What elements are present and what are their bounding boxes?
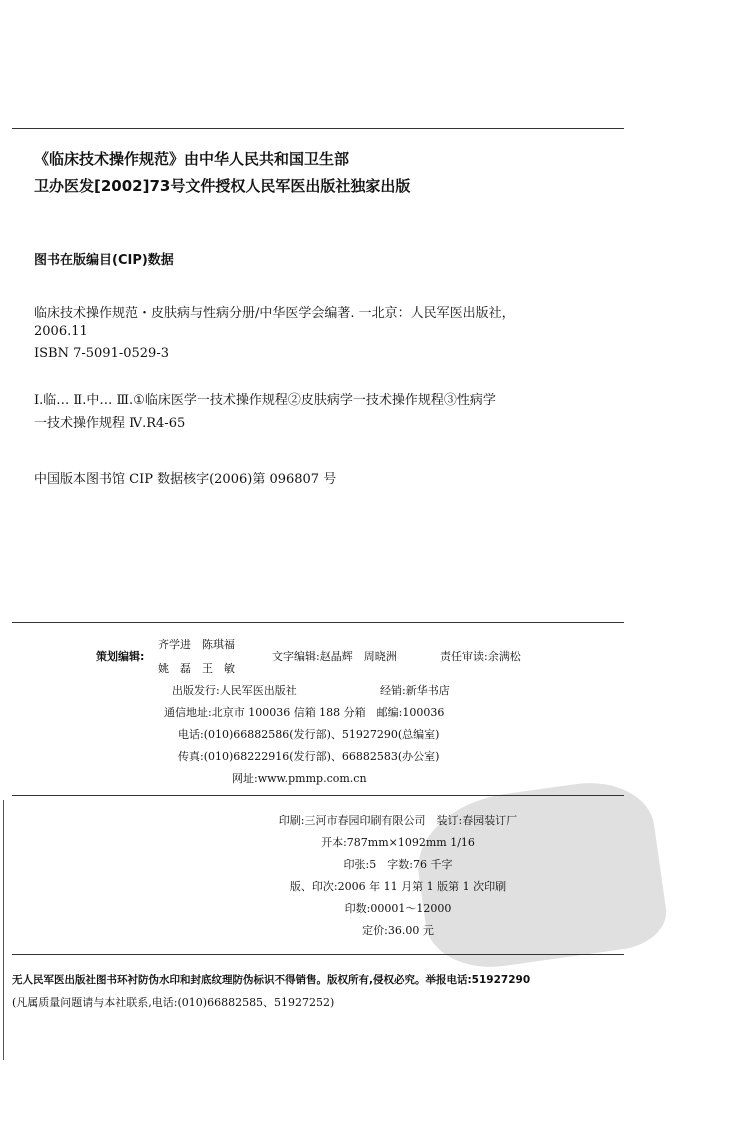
cip-line: ISBN 7-5091-0529-3: [34, 346, 169, 361]
print-run: 印数:00001～12000: [344, 902, 452, 915]
publisher: 出版发行:人民军医出版社: [172, 684, 297, 697]
phone: 电话:(010)66882586(发行部)、51927290(总编室): [178, 728, 440, 741]
planning-editor-names: 齐学进 陈琪福: [158, 638, 235, 651]
distributor: 经销:新华书店: [380, 684, 450, 697]
watermark-seal: [409, 774, 670, 976]
price: 定价:36.00 元: [362, 924, 434, 937]
planning-editor-label: 策划编辑:: [96, 650, 145, 663]
anti-counterfeit-notice: 无人民军医出版社图书环衬防伪水印和封底纹理防伪标识不得销售。版权所有,侵权必究。举报电话:51927290: [12, 974, 531, 986]
fax: 传真:(010)68222916(发行部)、66882583(办公室): [178, 750, 440, 763]
divider: [12, 128, 624, 129]
authorization-line-1: 《临床技术操作规范》由中华人民共和国卫生部: [34, 150, 350, 168]
cip-line: 2006.11: [34, 324, 88, 339]
cip-line: Ⅰ.临… Ⅱ.中… Ⅲ.①临床医学一技术操作规程②皮肤病学一技术操作规程③性病学: [34, 393, 496, 408]
format: 开本:787mm×1092mm 1/16: [321, 836, 475, 849]
planning-editor-names: 姚 磊 王 敏: [158, 662, 235, 675]
quality-contact: (凡属质量问题请与本社联系,电话:(010)66882585、51927252): [12, 996, 335, 1009]
divider: [12, 954, 624, 955]
authorization-line-2: 卫办医发[2002]73号文件授权人民军医出版社独家出版: [34, 177, 411, 195]
divider: [12, 622, 624, 623]
sheets: 印张:5 字数:76 千字: [343, 858, 453, 871]
address: 通信地址:北京市 100036 信箱 188 分箱 邮编:100036: [164, 706, 445, 719]
reviewer: 责任审读:余满松: [440, 650, 521, 663]
cip-title: 图书在版编目(CIP)数据: [34, 253, 174, 268]
cip-line: 中国版本图书馆 CIP 数据核字(2006)第 096807 号: [34, 472, 337, 487]
text-editor: 文字编辑:赵晶辉 周晓洲: [272, 650, 397, 663]
cip-line: 一技术操作规程 Ⅳ.R4-65: [34, 416, 186, 431]
website: 网址:www.pmmp.com.cn: [232, 772, 367, 785]
edition: 版、印次:2006 年 11 月第 1 版第 1 次印刷: [289, 880, 507, 893]
printer: 印刷:三河市春园印刷有限公司 装订:春园装订厂: [278, 814, 518, 827]
cip-line: 临床技术操作规范・皮肤病与性病分册/中华医学会编著. 一北京：人民军医出版社，: [34, 306, 515, 321]
divider: [12, 795, 624, 796]
